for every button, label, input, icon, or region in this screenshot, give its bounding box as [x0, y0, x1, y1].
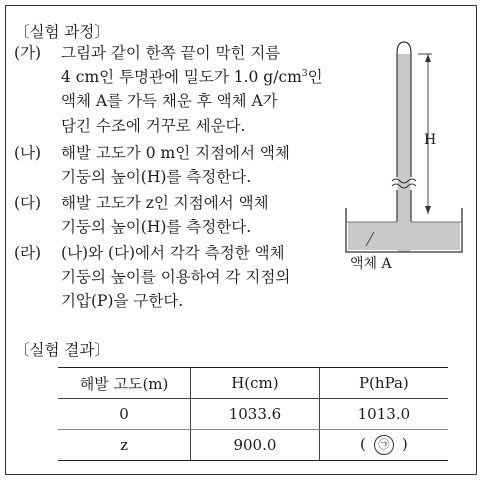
step-line-text: 4 cm인 투명관에 밀도가 1.0 g/cm	[61, 68, 302, 87]
step-marker: (가)	[14, 44, 42, 62]
step-line: 액체 A를 가득 채운 후 액체 A가	[61, 92, 278, 111]
step-line: 기둥의 높이(H)를 측정한다.	[61, 218, 252, 237]
blank-close-paren: )	[401, 435, 408, 453]
step-ra	[14, 241, 324, 314]
step-line: 해발 고도가 0 m인 지점에서 액체	[61, 144, 290, 162]
density-tail: 인	[307, 68, 323, 87]
cell-pressure: 1013.0	[319, 399, 448, 430]
arrow-head-down	[425, 206, 431, 214]
step-line-density	[14, 65, 324, 89]
step-marker: (다)	[14, 194, 42, 212]
apparatus-diagram	[340, 32, 470, 262]
answer-blank	[360, 435, 408, 455]
table-header-row	[58, 368, 448, 399]
results-title: 〔실험 결과〕	[14, 341, 110, 359]
density-exponent: 3	[301, 69, 308, 80]
step-line: 기둥의 높이(H)를 측정한다.	[61, 168, 252, 187]
cell-altitude: z	[58, 430, 191, 461]
liquid-label: 액체 A	[350, 256, 392, 272]
table-row	[58, 430, 448, 461]
table-row	[58, 399, 448, 430]
header-pressure: P(hPa)	[319, 368, 448, 399]
procedure-title: 〔실험 과정〕	[14, 23, 110, 41]
results-table	[58, 367, 448, 461]
step-na	[14, 141, 324, 189]
arrow-head-up	[425, 54, 431, 62]
cell-pressure-blank	[319, 430, 448, 461]
step-line: 해발 고도가 z인 지점에서 액체	[61, 194, 269, 212]
cell-height: 900.0	[191, 430, 320, 461]
step-marker: (나)	[14, 144, 42, 162]
tube-liquid-lower	[398, 218, 411, 248]
tube-closed-end	[397, 42, 411, 54]
blank-symbol: ㉠	[374, 435, 394, 455]
cell-altitude: 0	[58, 399, 191, 430]
step-ga	[14, 41, 324, 138]
step-line: 그림과 같이 한쪽 끝이 막힌 지름	[61, 44, 281, 62]
header-height: H(cm)	[191, 368, 320, 399]
height-label: H	[424, 132, 437, 148]
step-line: 담긴 수조에 거꾸로 세운다.	[61, 116, 246, 135]
header-altitude: 해발 고도(m)	[58, 368, 191, 399]
step-da	[14, 191, 324, 239]
step-line: 기둥의 높이를 이용하여 각 지점의	[61, 268, 291, 287]
step-line: 기압(P)을 구한다.	[61, 292, 184, 311]
cell-height: 1033.6	[191, 399, 320, 430]
step-line: (나)와 (다)에서 각각 측정한 액체	[61, 244, 285, 262]
blank-open-paren: (	[360, 435, 366, 453]
step-marker: (라)	[14, 244, 42, 262]
